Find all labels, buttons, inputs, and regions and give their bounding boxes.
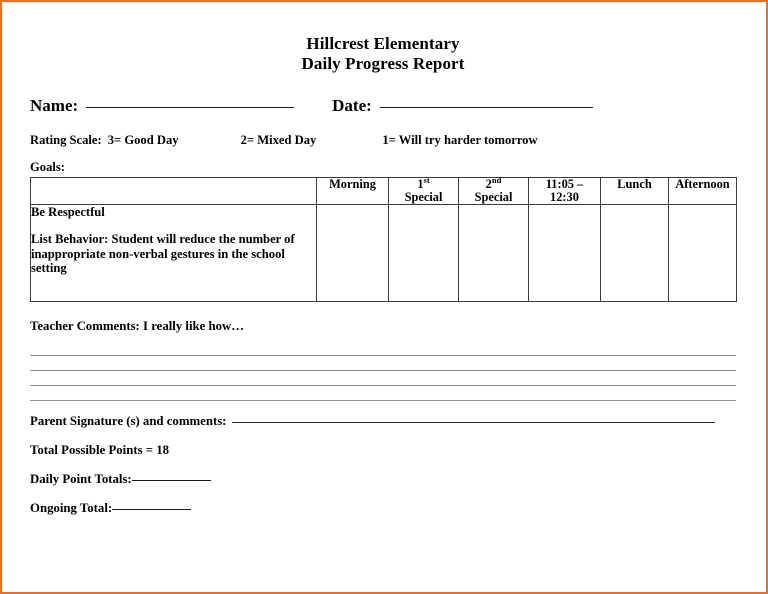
header-first-special-sup: st [423, 174, 430, 185]
header-morning: Morning [317, 178, 389, 205]
score-cell-afternoon[interactable] [669, 205, 737, 302]
rating-scale-row [30, 133, 736, 148]
parent-signature-input[interactable] [232, 422, 715, 423]
daily-point-totals-label: Daily Point Totals: [30, 472, 132, 486]
totals-section [30, 443, 736, 516]
header-first-special-line2: Special [404, 189, 443, 204]
header-second-special-text: 2 [485, 177, 492, 191]
name-date-row [30, 96, 736, 116]
comment-line[interactable] [30, 356, 736, 371]
rating-option-1: 1= Will try harder tomorrow [382, 133, 538, 147]
header-first-special-text: 1 [417, 177, 424, 191]
parent-signature-label: Parent Signature (s) and comments: [30, 414, 227, 428]
header-second-special-line2: Special [474, 189, 513, 204]
ongoing-total-row [30, 501, 736, 516]
goal-title: Be Respectful [31, 205, 105, 219]
header-midday-line2: 12:30 [550, 189, 579, 204]
date-label: Date: [332, 96, 372, 115]
daily-point-totals-row [30, 472, 736, 487]
header-goals [31, 178, 317, 205]
total-possible-points: Total Possible Points = 18 [30, 443, 170, 457]
score-cell-midday[interactable] [529, 205, 601, 302]
ongoing-total-input[interactable] [112, 509, 191, 510]
table-row [31, 205, 737, 302]
rating-option-2: 2= Mixed Day [240, 133, 317, 147]
score-cell-first-special[interactable] [389, 205, 459, 302]
comment-line[interactable] [30, 371, 736, 386]
header-midday-time [529, 178, 601, 205]
score-cell-morning[interactable] [317, 205, 389, 302]
goal-body: List Behavior: Student will reduce the number of inappropriate non-verbal gestures in the school setting [31, 232, 295, 276]
report-title: Daily Progress Report [301, 54, 465, 73]
parent-signature-row [30, 414, 736, 429]
goals-label: Goals: [30, 160, 65, 174]
header-afternoon: Afternoon [669, 178, 737, 205]
school-name: Hillcrest Elementary [306, 34, 460, 53]
rating-scale-label: Rating Scale: [30, 133, 102, 147]
document-header [30, 34, 736, 74]
teacher-comments-label: Teacher Comments: I really like how… [30, 319, 245, 333]
teacher-comments-lines [30, 341, 736, 401]
rating-option-3: 3= Good Day [107, 133, 179, 147]
name-input[interactable] [86, 107, 294, 108]
ongoing-total-label: Ongoing Total: [30, 501, 113, 515]
header-midday-line1: 11:05 – [545, 177, 584, 191]
daily-point-totals-input[interactable] [132, 480, 211, 481]
comment-line[interactable] [30, 386, 736, 401]
header-first-special [389, 174, 459, 205]
header-lunch: Lunch [601, 178, 669, 205]
header-second-special [459, 174, 529, 205]
header-second-special-sup: nd [491, 174, 502, 185]
table-header-row [31, 174, 737, 205]
page-content [2, 2, 766, 592]
date-input[interactable] [380, 107, 593, 108]
progress-table [30, 174, 737, 302]
goal-description-cell [31, 205, 317, 302]
score-cell-lunch[interactable] [601, 205, 669, 302]
name-label: Name: [30, 96, 79, 115]
comment-line[interactable] [30, 341, 736, 356]
score-cell-second-special[interactable] [459, 205, 529, 302]
